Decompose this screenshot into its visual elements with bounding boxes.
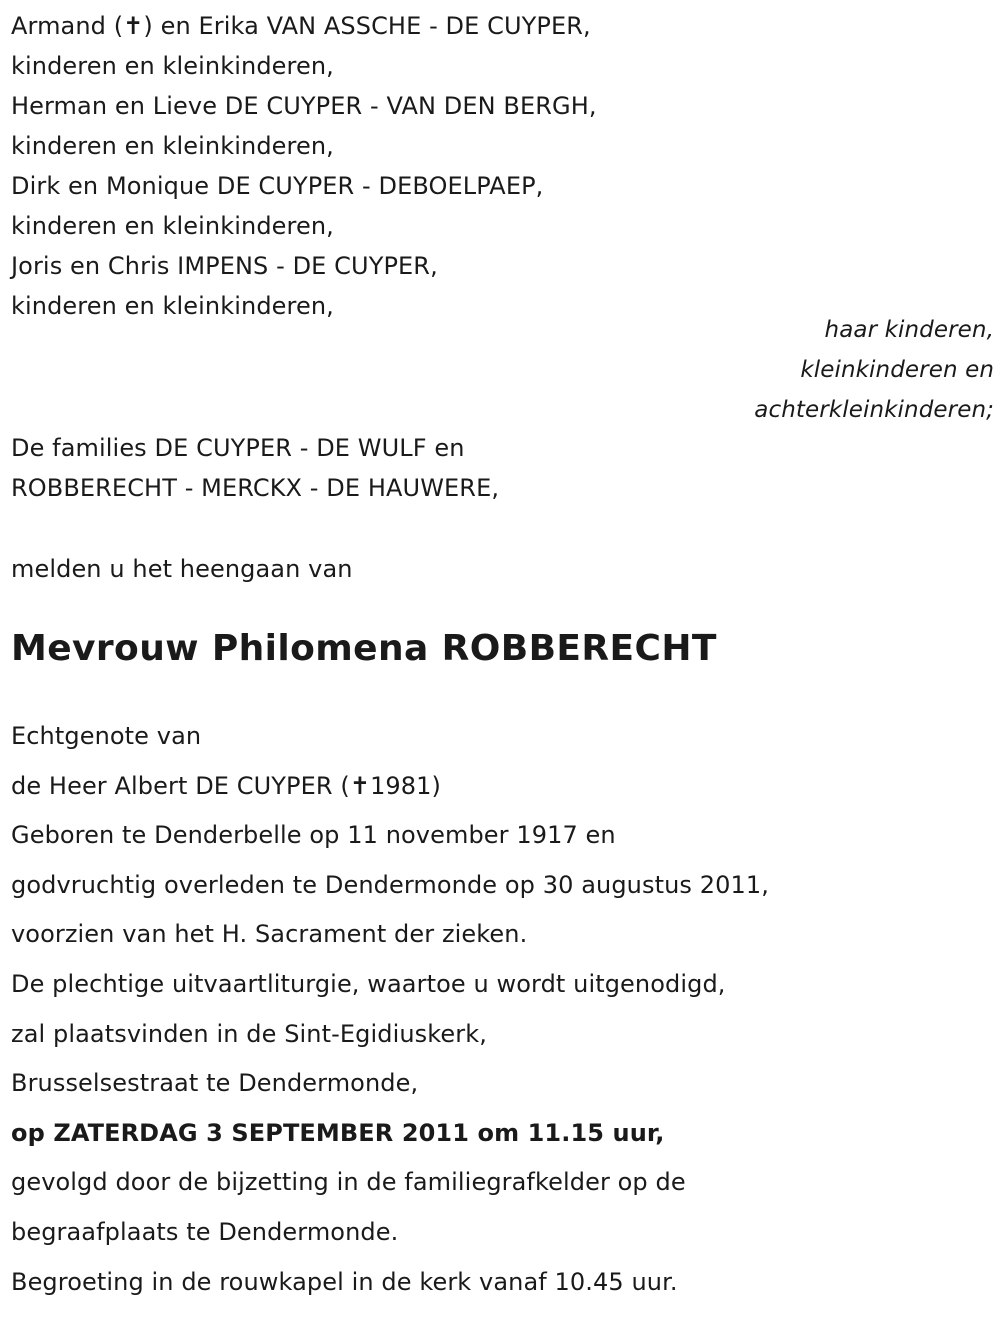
family-line: Herman en Lieve DE CUYPER - VAN DEN BERGH, [11,92,597,120]
kin-note-line: achterkleinkinderen; [754,397,994,423]
family-line: Armand (✝) en Erika VAN ASSCHE - DE CUYPER, [11,12,591,40]
detail-line: Brusselsestraat te Dendermonde, [11,1069,419,1098]
deceased-name: Mevrouw Philomena ROBBERECHT [11,628,717,669]
family-line: Joris en Chris IMPENS - DE CUYPER, [11,252,438,280]
kin-note [754,310,994,430]
other-families-line: ROBBERECHT - MERCKX - DE HAUWERE, [11,474,500,502]
detail-line: Echtgenote van [11,722,202,750]
kin-note-line: kleinkinderen en [800,357,994,383]
family-line: kinderen en kleinkinderen, [11,52,334,80]
family-line: kinderen en kleinkinderen, [11,212,334,240]
detail-line: begraafplaats te Dendermonde. [11,1217,399,1246]
detail-line: Begroeting in de rouwkapel in de kerk vanaf 10.45 uur. [11,1267,678,1296]
detail-line: zal plaatsvinden in de Sint-Egidiuskerk, [11,1019,487,1048]
announcement-text: melden u het heengaan van [11,555,353,583]
detail-line: De plechtige uitvaartliturgie, waartoe u wordt uitgenodigd, [11,969,726,998]
detail-line: Geboren te Denderbelle op 11 november 1917 en [11,821,616,850]
other-families [11,428,499,508]
kin-note-line: haar kinderen, [824,317,994,343]
family-list [11,6,971,326]
funeral-date-line: op ZATERDAG 3 SEPTEMBER 2011 om 11.15 uur, [11,1118,665,1147]
details [11,712,769,1307]
family-line: kinderen en kleinkinderen, [11,132,334,160]
other-families-line: De families DE CUYPER - DE WULF en [11,434,465,462]
detail-line: gevolgd door de bijzetting in de familiegrafkelder op de [11,1168,686,1197]
detail-line: de Heer Albert DE CUYPER (✝1981) [11,771,442,800]
detail-line: godvruchtig overleden te Dendermonde op 30 augustus 2011, [11,870,769,899]
family-line: kinderen en kleinkinderen, [11,292,334,320]
announcement [11,549,353,589]
family-line: Dirk en Monique DE CUYPER - DEBOELPAEP, [11,172,544,200]
detail-line: voorzien van het H. Sacrament der zieken. [11,920,528,949]
